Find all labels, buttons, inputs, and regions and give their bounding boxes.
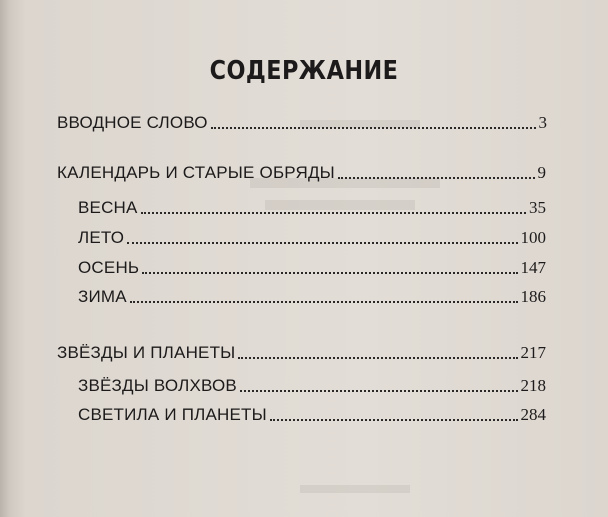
toc-entry-label: ЗВЁЗДЫ И ПЛАНЕТЫ (57, 343, 236, 362)
toc-entry-page: 147 (520, 258, 546, 277)
toc-entry (78, 405, 546, 425)
leader-dots (127, 242, 517, 244)
toc-entry-page: 218 (520, 376, 546, 395)
toc-entry-page: 217 (520, 343, 546, 362)
toc-entry (78, 228, 546, 248)
toc-entry-label: ЛЕТО (78, 228, 125, 247)
toc-entry (57, 113, 547, 133)
toc-entry (57, 163, 546, 183)
toc-entry-label: ЗВЁЗДЫ ВОЛХВОВ (78, 376, 237, 395)
show-through-smudge (300, 485, 410, 493)
toc-entry (78, 376, 546, 396)
toc-entry (78, 198, 546, 218)
page-title: СОДЕРЖАНИЕ (209, 56, 399, 86)
leader-dots (130, 301, 518, 303)
toc-entry-label: ЗИМА (78, 287, 127, 306)
leader-dots (338, 177, 535, 179)
toc-entry-page: 3 (538, 113, 547, 132)
toc-entry-label: ВВОДНОЕ СЛОВО (57, 113, 208, 132)
toc-entry-label: КАЛЕНДАРЬ И СТАРЫЕ ОБРЯДЫ (57, 163, 335, 182)
toc-entry-page: 100 (520, 228, 546, 247)
leader-dots (238, 357, 517, 359)
leader-dots (141, 212, 526, 214)
toc-entry (78, 287, 546, 307)
toc-entry-page: 9 (537, 163, 546, 182)
leader-dots (211, 127, 536, 129)
toc-entry-page: 284 (520, 405, 546, 424)
toc-entry (78, 258, 546, 278)
toc-entry-page: 186 (520, 287, 546, 306)
toc-entry-page: 35 (529, 198, 546, 217)
leader-dots (240, 390, 518, 392)
leader-dots (270, 419, 518, 421)
toc-entry (57, 343, 546, 363)
toc-entry-label: ВЕСНА (78, 198, 138, 217)
leader-dots (142, 272, 517, 274)
toc-entry-label: СВЕТИЛА И ПЛАНЕТЫ (78, 405, 267, 424)
toc-entry-label: ОСЕНЬ (78, 258, 140, 277)
